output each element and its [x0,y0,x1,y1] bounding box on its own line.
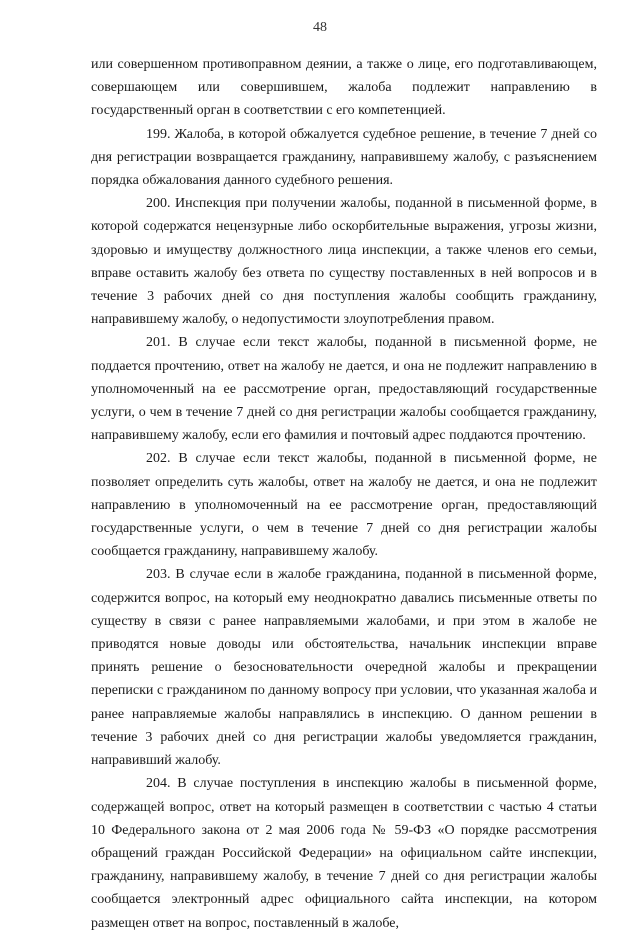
paragraph-199: 199. Жалоба, в которой обжалуется судебное решение, в течение 7 дней со дня регистрации возвращается гражданину, направившему жалобу, с разъяснением порядка обжалования данного судебного решения. [91,126,597,189]
page-number: 48 [313,20,327,35]
document-body [91,53,597,935]
paragraph-204: 204. В случае поступления в инспекцию жалобы в письменной форме, содержащей вопрос, ответ на который размещен в соответствии с частью 4 статьи 10 Федерального закона от 2 мая 2006 года № 59-ФЗ «О порядке рассмотрения обращений граждан Российской Федерации» на официальном сайте инспекции, гражданину, направившему жалобу, в течение 7 дней со дня регистрации жалобы сообщается электронный адрес официального сайта инспекции, на котором размещен ответ на вопрос, поставленный в жалобе, [91,776,597,931]
paragraph-202: 202. В случае если текст жалобы, поданной в письменной форме, не позволяет определить суть жалобы, ответ на жалобу не дается, и она не подлежит направлению в уполномоченный на ее рассмотрение орган, предоставляющий государственные услуги, о чем в течение 7 дней со дня регистрации жалобы сообщается гражданину, направившему жалобу. [91,451,597,560]
paragraph-continuation: или совершенном противоправном деянии, а также о лице, его подготавливающем, совершающем или совершившем, жалоба подлежит направлению в государственный орган в соответствии с его компетенцией. [91,57,597,119]
paragraph-201: 201. В случае если текст жалобы, поданной в письменной форме, не поддается прочтению, ответ на жалобу не дается, и она не подлежит направлению в уполномоченный на ее рассмотрение орган, предоставляющий государственные услуги, о чем в течение 7 дней со дня регистрации жалобы сообщается гражданину, направившему жалобу, если его фамилия и почтовый адрес поддаются прочтению. [91,335,597,444]
paragraph-200: 200. Инспекция при получении жалобы, поданной в письменной форме, в которой содержатся нецензурные либо оскорбительные выражения, угрозы жизни, здоровью и имуществу должностного лица инспекции, а также членов его семьи, вправе оставить жалобу без ответа по существу поставленных в ней вопросов и в течение 3 рабочих дней со дня поступления жалобы сообщить гражданину, направившему жалобу, о недопустимости злоупотребления правом. [91,196,597,328]
paragraph-203: 203. В случае если в жалобе гражданина, поданной в письменной форме, содержится вопрос, на который ему неоднократно давались письменные ответы по существу в связи с ранее направляемыми жалобами, и при этом в жалобе не приводятся новые доводы или обстоятельства, начальник инспекции вправе принять решение о безосновательности очередной жалобы и прекращении переписки с гражданином по данному вопросу при условии, что указанная жалоба и ранее направляемые жалобы направлялись в инспекцию. О данном решении в течение 3 рабочих дней со дня регистрации жалобы уведомляется гражданин, направивший жалобу. [91,567,597,769]
